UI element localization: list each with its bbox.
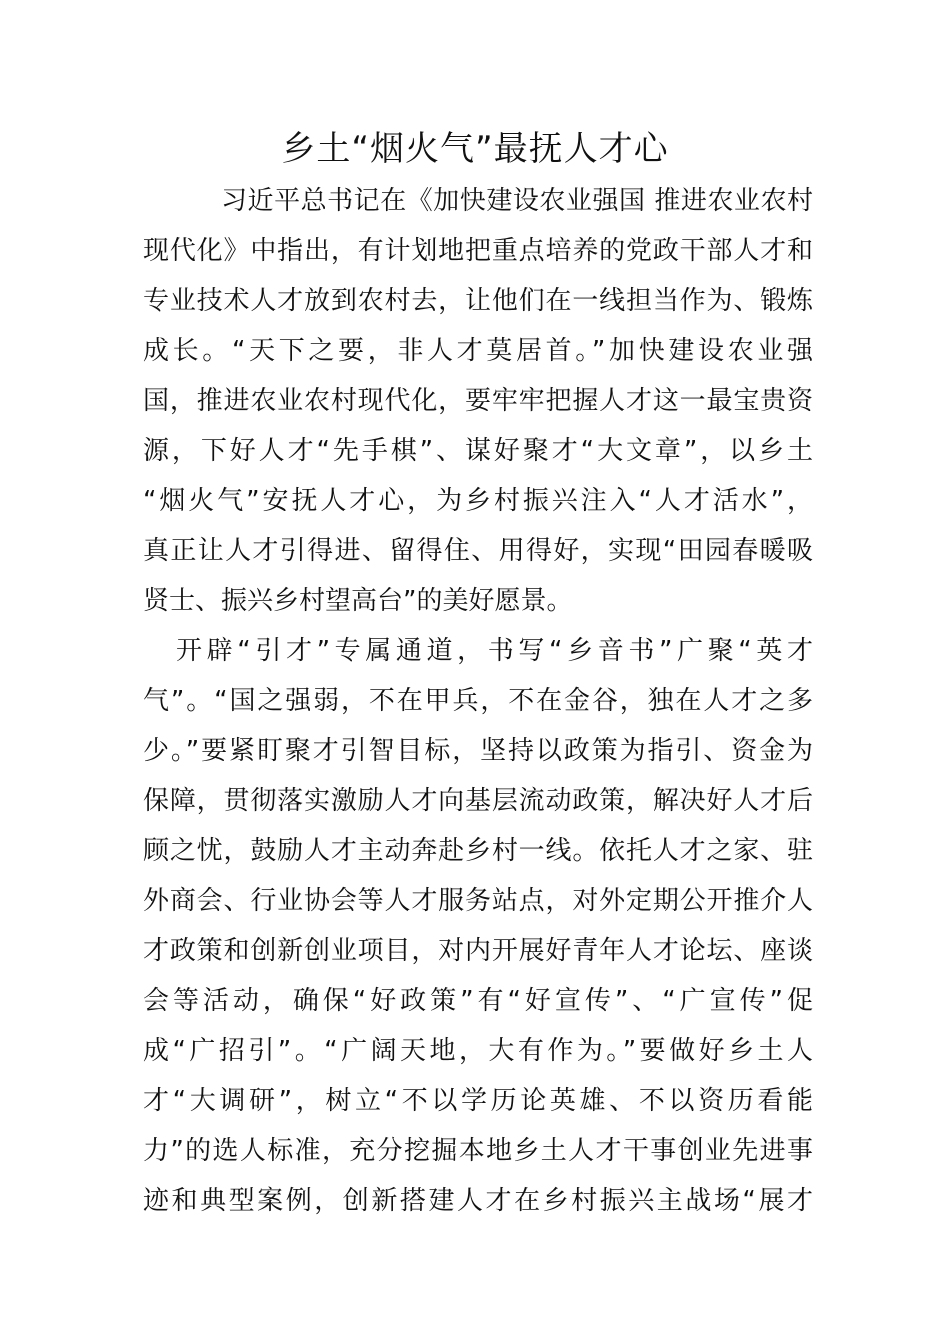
text-line: 源，下好人才“先手棋”、谋好聚才“大文章”，以乡土: [143, 436, 813, 466]
text-line: 迹和典型案例，创新搭建人才在乡村振兴主战场“展才: [143, 1186, 813, 1216]
text-line: 国，推进农业农村现代化，要牢牢把握人才这一最宝贵资: [143, 386, 813, 416]
text-line: 才“大调研”，树立“不以学历论英雄、不以资历看能: [143, 1086, 813, 1116]
text-line: 顾之忧，鼓励人才主动奔赴乡村一线。依托人才之家、驻: [143, 836, 813, 866]
text-line: 才政策和创新创业项目，对内开展好青年人才论坛、座谈: [143, 936, 813, 966]
article-body: [143, 176, 813, 1226]
text-line: 力”的选人标准，充分挖掘本地乡土人才干事创业先进事: [143, 1136, 813, 1166]
paragraph-2: [143, 626, 813, 1226]
article-title: 乡土“烟火气”最抚人才心: [281, 129, 669, 169]
text-line: 气”。“国之强弱，不在甲兵，不在金谷，独在人才之多: [143, 686, 813, 716]
text-line: 真正让人才引得进、留得住、用得好，实现“田园春暖吸: [143, 536, 813, 566]
text-line: 专业技术人才放到农村去，让他们在一线担当作为、锻炼: [143, 286, 813, 316]
text-line: 现代化》中指出，有计划地把重点培养的党政干部人才和: [143, 236, 813, 266]
text-line: 会等活动，确保“好政策”有“好宣传”、“广宣传”促: [143, 986, 813, 1016]
text-line: 成“广招引”。“广阔天地，大有作为。”要做好乡土人: [143, 1036, 813, 1066]
text-line: 外商会、行业协会等人才服务站点，对外定期公开推介人: [143, 886, 813, 916]
text-line: 保障，贯彻落实激励人才向基层流动政策，解决好人才后: [143, 786, 813, 816]
text-line: 贤士、振兴乡村望高台”的美好愿景。: [143, 586, 573, 616]
text-line: 少。”要紧盯聚才引智目标，坚持以政策为指引、资金为: [143, 736, 813, 766]
text-line: 开辟“引才”专属通道，书写“乡音书”广聚“英才: [176, 636, 813, 666]
paragraph-1: [143, 176, 813, 626]
text-line: “烟火气”安抚人才心，为乡村振兴注入“人才活水”，: [143, 486, 813, 516]
text-line: 习近平总书记在《加快建设农业强国 推进农业农村: [221, 186, 813, 216]
text-line: 成长。“天下之要，非人才莫居首。”加快建设农业强: [143, 336, 813, 366]
